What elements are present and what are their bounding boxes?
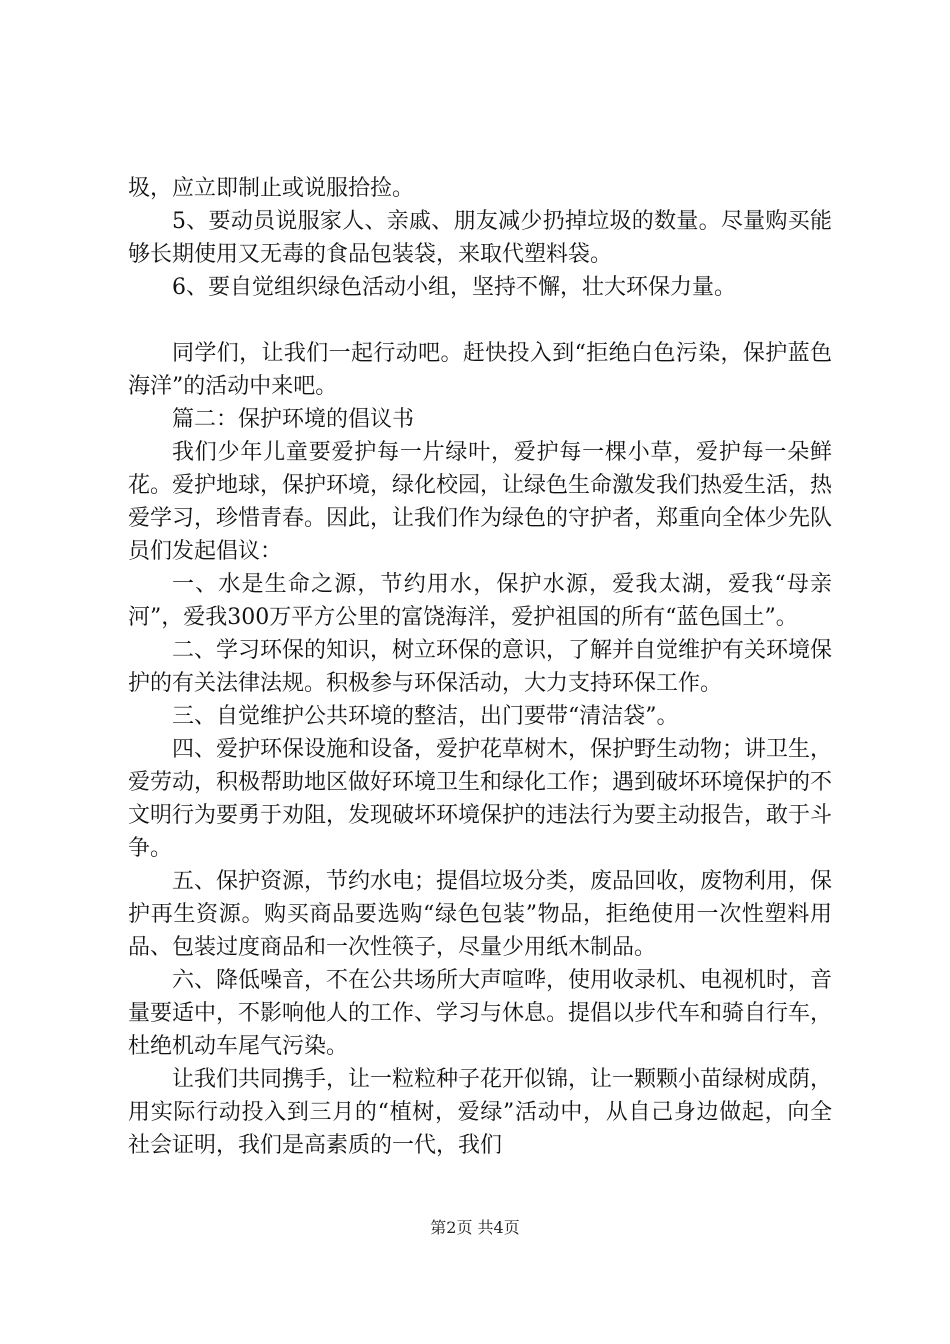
paragraph-closing: 让我们共同携手，让一粒粒种子花开似锦，让一颗颗小苗绿树成荫，用实际行动投入到三月的“植树，爱绿”活动中，从自己身边做起，向全社会证明，我们是高素质的一代，我们 xyxy=(128,1067,833,1158)
paragraph-item-5: 5、要动员说服家人、亲戚、朋友减少扔掉垃圾的数量。尽量购买能够长期使用又无毒的食品包装袋，来取代塑料袋。 xyxy=(128,209,832,267)
paragraph-item-6: 6、要自觉组织绿色活动小组，坚持不懈，壮大环保力量。 xyxy=(172,275,736,300)
document-body xyxy=(128,172,832,1162)
proposal-item-5: 五、保护资源，节约水电；提倡垃圾分类，废品回收，废物利用，保护再生资源。购买商品要选购“绿色包装”物品，拒绝使用一次性塑料用品、包装过度商品和一次性筷子，尽量少用纸木制品。 xyxy=(128,869,833,960)
paragraph-call-to-action: 同学们，让我们一起行动吧。赶快投入到“拒绝白色污染，保护蓝色海洋”的活动中来吧。 xyxy=(128,341,832,399)
page-footer: 第2页 共4页 xyxy=(430,1218,520,1237)
paragraph-gap xyxy=(128,304,832,337)
paragraph-continuation: 圾，应立即制止或说服拾捡。 xyxy=(128,176,415,201)
section-heading: 篇二：保护环境的倡议书 xyxy=(172,407,415,432)
paragraph-intro: 我们少年儿童要爱护每一片绿叶，爱护每一棵小草，爱护每一朵鲜花。爱护地球，保护环境，绿化校园，让绿色生命激发我们热爱生活，热爱学习，珍惜青春。因此，让我们作为绿色的守护者，郑重向全体少先队员们发起倡议： xyxy=(128,440,833,564)
proposal-item-6: 六、降低噪音，不在公共场所大声喧哗，使用收录机、电视机时，音量要适中，不影响他人的工作、学习与休息。提倡以步代车和骑自行车，杜绝机动车尾气污染。 xyxy=(128,968,833,1059)
proposal-item-4: 四、爱护环保设施和设备，爱护花草树木，保护野生动物；讲卫生，爱劳动，积极帮助地区做好环境卫生和绿化工作；遇到破坏环境保护的不文明行为要勇于劝阻，发现破坏环境保护的违法行为要主动报告，敢于斗争。 xyxy=(128,737,833,861)
proposal-item-1: 一、水是生命之源，节约用水，保护水源，爱我太湖，爱我“母亲河”，爱我300万平方公里的富饶海洋，爱护祖国的所有“蓝色国土”。 xyxy=(128,572,832,630)
proposal-item-2: 二、学习环保的知识，树立环保的意识，了解并自觉维护有关环境保护的有关法律法规。积极参与环保活动，大力支持环保工作。 xyxy=(128,638,833,696)
proposal-item-3: 三、自觉维护公共环境的整洁，出门要带“清洁袋”。 xyxy=(172,704,679,729)
